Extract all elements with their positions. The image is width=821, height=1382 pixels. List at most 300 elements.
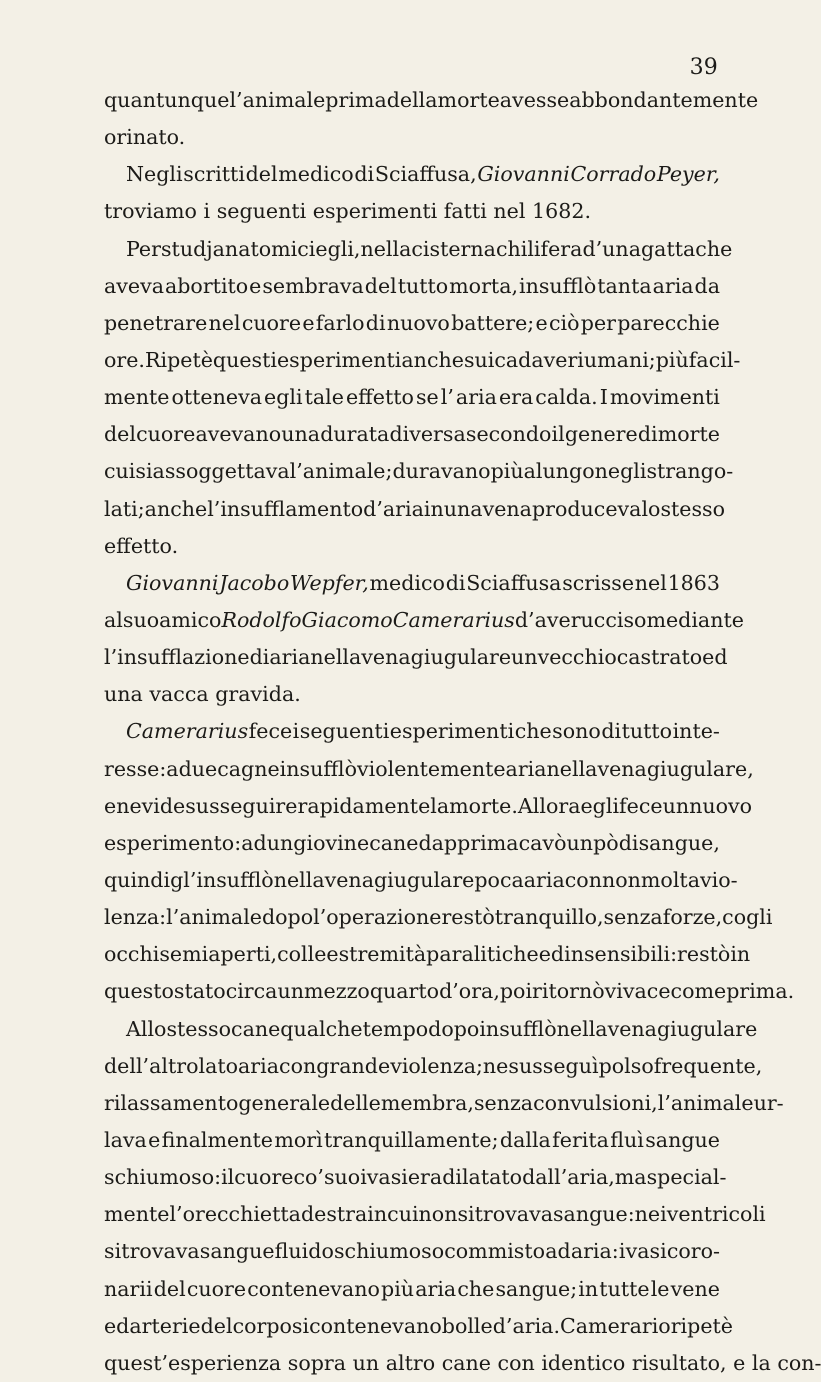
word: tempo bbox=[362, 1016, 429, 1041]
text-line bbox=[104, 453, 734, 490]
text-line bbox=[104, 268, 720, 305]
word: giugulare bbox=[410, 645, 512, 670]
page-number: 39 bbox=[689, 55, 718, 80]
word: sembrava bbox=[262, 273, 364, 298]
word: cogli bbox=[722, 905, 773, 930]
word: si bbox=[457, 1202, 475, 1227]
word: non bbox=[418, 1202, 458, 1227]
word: ventricoli bbox=[666, 1202, 766, 1227]
word: Allora bbox=[517, 793, 581, 818]
word: dopo bbox=[428, 1016, 480, 1041]
word: Corrado bbox=[570, 162, 657, 187]
word: Sciaffusa, bbox=[374, 162, 477, 187]
word: sangue; bbox=[495, 1276, 578, 1301]
word: forze, bbox=[662, 905, 723, 930]
word: e bbox=[535, 310, 548, 335]
word: nuovo bbox=[689, 793, 753, 818]
text-line bbox=[104, 1122, 720, 1159]
word: di bbox=[249, 645, 270, 670]
word: del bbox=[153, 1276, 186, 1301]
word: gravida. bbox=[215, 682, 301, 707]
word: dell’altro bbox=[104, 1053, 199, 1078]
text-line bbox=[104, 1345, 821, 1382]
word: seguenti bbox=[216, 199, 307, 224]
text-line bbox=[104, 676, 720, 713]
text-line bbox=[104, 528, 720, 565]
text-line bbox=[104, 1271, 720, 1308]
word: anche bbox=[144, 496, 208, 521]
word: qualche bbox=[280, 1016, 363, 1041]
word: che bbox=[457, 1276, 495, 1301]
word: corpo bbox=[232, 1313, 292, 1338]
text-line bbox=[104, 713, 720, 750]
word: ad bbox=[545, 1239, 571, 1264]
word: sui bbox=[463, 347, 495, 372]
word: 1863 bbox=[667, 570, 720, 595]
word: studj bbox=[160, 236, 213, 261]
text-line bbox=[104, 788, 753, 825]
word: ed bbox=[538, 942, 565, 967]
word: quarto bbox=[369, 979, 440, 1004]
word: l’insufflamento bbox=[207, 496, 364, 521]
word: animale bbox=[242, 88, 326, 112]
word: duravano bbox=[392, 459, 491, 484]
word: questi bbox=[212, 347, 277, 372]
word: con bbox=[564, 867, 602, 892]
word: nella bbox=[360, 236, 412, 261]
text-line bbox=[104, 82, 759, 119]
word: l’insufflazione bbox=[104, 645, 250, 670]
word: cuore bbox=[186, 1276, 247, 1301]
word: aria: bbox=[570, 1239, 619, 1264]
word: grande bbox=[316, 1053, 391, 1078]
word: aria bbox=[505, 756, 547, 781]
word: un bbox=[566, 830, 594, 855]
word: in bbox=[367, 1202, 388, 1227]
word: vena bbox=[607, 1016, 657, 1041]
word: ucciso bbox=[580, 607, 647, 632]
word: lungo bbox=[535, 459, 595, 484]
word: occhi bbox=[104, 942, 160, 967]
word: ferita bbox=[552, 1127, 609, 1152]
word: vecchio bbox=[537, 645, 617, 670]
word: cui bbox=[387, 1202, 419, 1227]
word: aria bbox=[415, 1276, 457, 1301]
word: cavò bbox=[518, 830, 567, 855]
word: in bbox=[578, 1276, 599, 1301]
word: mezzo bbox=[304, 979, 370, 1004]
word: di bbox=[601, 719, 622, 744]
word: al bbox=[104, 607, 123, 632]
word: tutte bbox=[599, 1276, 650, 1301]
word: battere; bbox=[451, 310, 535, 335]
word: co’ bbox=[293, 1165, 324, 1190]
word: senza bbox=[473, 1090, 534, 1115]
word: e bbox=[733, 1350, 746, 1375]
word: identico bbox=[541, 1350, 626, 1375]
word: ritornò bbox=[532, 979, 605, 1004]
word: che bbox=[514, 719, 552, 744]
word: ne bbox=[116, 793, 142, 818]
text-line bbox=[104, 639, 728, 676]
word: Giovanni bbox=[126, 570, 219, 595]
word: nella bbox=[556, 1016, 608, 1041]
word: ma bbox=[614, 1165, 647, 1190]
word: giovine bbox=[293, 830, 370, 855]
word: a bbox=[166, 756, 179, 781]
word: chilifera bbox=[495, 236, 583, 261]
word: seguenti bbox=[299, 719, 390, 744]
word: un bbox=[266, 830, 294, 855]
word: tutto bbox=[397, 273, 449, 298]
word: vio- bbox=[699, 867, 738, 892]
word: Peyer, bbox=[656, 162, 720, 187]
word: e bbox=[249, 273, 262, 298]
text-line bbox=[104, 119, 720, 156]
word: genere bbox=[564, 422, 638, 447]
word: aria bbox=[652, 273, 694, 298]
word: morte bbox=[657, 422, 720, 447]
word: tranquillo, bbox=[494, 905, 604, 930]
word: : bbox=[159, 905, 167, 930]
word: vivace bbox=[604, 979, 671, 1004]
word: avevano bbox=[195, 422, 282, 447]
word: d’ora, bbox=[439, 979, 500, 1004]
word: aria bbox=[523, 867, 565, 892]
text-line bbox=[104, 491, 726, 528]
word: con bbox=[279, 1053, 317, 1078]
word: ur- bbox=[753, 1090, 784, 1115]
word: otteneva bbox=[171, 385, 262, 410]
text-line bbox=[104, 1233, 720, 1270]
word: secondo bbox=[465, 422, 552, 447]
text-line bbox=[104, 862, 738, 899]
word: d’aver bbox=[514, 607, 581, 632]
word: fluì bbox=[610, 1127, 644, 1152]
word: da bbox=[694, 273, 720, 298]
word: rilassamento bbox=[104, 1090, 239, 1115]
text-line bbox=[104, 565, 720, 602]
word: era bbox=[407, 1165, 443, 1190]
word: abortito bbox=[164, 273, 249, 298]
word: d’ bbox=[492, 1313, 513, 1338]
word: destra bbox=[300, 1202, 368, 1227]
word: farlo bbox=[315, 310, 365, 335]
word: Negli bbox=[126, 162, 183, 187]
word: morta, bbox=[449, 273, 519, 298]
word: cane bbox=[231, 1016, 281, 1041]
word: nuovo bbox=[386, 310, 450, 335]
word: cuore bbox=[234, 1165, 294, 1190]
word: di bbox=[445, 570, 466, 595]
word: l’ bbox=[229, 88, 243, 112]
word: stato bbox=[173, 979, 226, 1004]
word: d’aria bbox=[363, 496, 424, 521]
word: aria. bbox=[512, 1313, 560, 1338]
word: si bbox=[104, 1239, 122, 1264]
word: si bbox=[291, 1313, 310, 1338]
word: vena bbox=[482, 496, 532, 521]
word: i bbox=[292, 719, 300, 744]
word: egli bbox=[580, 793, 620, 818]
word: violenza; bbox=[390, 1053, 483, 1078]
word: di bbox=[365, 310, 386, 335]
word: susseguire bbox=[185, 793, 298, 818]
word: circa bbox=[225, 979, 278, 1004]
word: un bbox=[662, 793, 690, 818]
word: strango- bbox=[646, 459, 734, 484]
text-line bbox=[104, 973, 795, 1010]
word: Giacomo bbox=[301, 607, 393, 632]
word: negli bbox=[594, 459, 647, 484]
word: Allo bbox=[126, 1016, 167, 1041]
word: Camerarius bbox=[392, 607, 515, 632]
word: l’animale; bbox=[289, 459, 393, 484]
word: schiumoso bbox=[104, 1165, 215, 1190]
text-line bbox=[104, 1085, 784, 1122]
word: trovava bbox=[474, 1202, 553, 1227]
word: vasi bbox=[366, 1165, 408, 1190]
word: paralitiche bbox=[426, 942, 539, 967]
word: susseguì bbox=[508, 1053, 599, 1078]
word: un bbox=[277, 979, 304, 1004]
word: d’una bbox=[582, 236, 641, 261]
word: una bbox=[281, 422, 321, 447]
word: castrato bbox=[616, 645, 703, 670]
word: lo bbox=[641, 496, 661, 521]
word: cane bbox=[441, 1350, 491, 1375]
word: fece bbox=[248, 719, 293, 744]
word: abbondantemente bbox=[569, 88, 759, 112]
text-line bbox=[104, 156, 720, 193]
word: del bbox=[245, 162, 278, 187]
word: del bbox=[200, 1313, 233, 1338]
word: tranquillamente; bbox=[324, 1127, 499, 1152]
word: senza bbox=[603, 905, 663, 930]
word: colle bbox=[277, 942, 327, 967]
word: effetto bbox=[345, 385, 414, 410]
word: generale bbox=[238, 1090, 331, 1115]
word: una bbox=[104, 682, 143, 707]
word: egli, bbox=[315, 236, 361, 261]
word: sangue bbox=[199, 1239, 275, 1264]
text-line bbox=[104, 1308, 733, 1345]
word: pò bbox=[593, 830, 619, 855]
word: tale bbox=[304, 385, 344, 410]
text-line bbox=[104, 751, 754, 788]
word: più bbox=[655, 347, 689, 372]
word: se bbox=[415, 385, 439, 410]
word: cane bbox=[369, 830, 419, 855]
word: giugulare bbox=[656, 1016, 758, 1041]
word: restò bbox=[441, 905, 495, 930]
word: egli bbox=[264, 385, 303, 410]
word: che bbox=[695, 236, 733, 261]
text-line bbox=[104, 342, 741, 379]
word: avesse bbox=[499, 88, 570, 112]
word: lava bbox=[104, 1127, 147, 1152]
text-line bbox=[104, 1196, 766, 1233]
word: e bbox=[104, 793, 117, 818]
word: polso bbox=[598, 1053, 654, 1078]
word: anatomici bbox=[212, 236, 316, 261]
word: amico bbox=[159, 607, 222, 632]
word: aveva bbox=[104, 273, 165, 298]
word: violentemente bbox=[356, 756, 506, 781]
word: umani; bbox=[583, 347, 656, 372]
word: inte- bbox=[672, 719, 720, 744]
text-line bbox=[104, 899, 773, 936]
word: movimenti bbox=[609, 385, 720, 410]
word: calda. bbox=[535, 385, 598, 410]
text-line bbox=[104, 193, 720, 230]
word: : bbox=[214, 1165, 222, 1190]
word: del bbox=[104, 422, 136, 447]
word: risultato, bbox=[631, 1350, 727, 1375]
word: esperimenti bbox=[312, 199, 438, 224]
word: del bbox=[364, 273, 397, 298]
word: questo bbox=[104, 979, 174, 1004]
word: nella bbox=[310, 645, 362, 670]
word: Rodolfo bbox=[221, 607, 302, 632]
word: ripetè bbox=[670, 1313, 733, 1338]
word: fatti bbox=[443, 199, 487, 224]
word: medico bbox=[278, 162, 354, 187]
word: insufflò bbox=[518, 273, 597, 298]
word: sangue, bbox=[638, 830, 720, 855]
word: ciò bbox=[548, 310, 580, 335]
word: finalmente bbox=[161, 1127, 273, 1152]
word: troviamo bbox=[104, 199, 197, 224]
word: l’orecchietta bbox=[169, 1202, 301, 1227]
word: prima bbox=[325, 88, 387, 112]
word: di bbox=[354, 162, 375, 187]
word: produceva bbox=[531, 496, 642, 521]
word: cadaveri bbox=[494, 347, 584, 372]
word: bolle bbox=[441, 1313, 493, 1338]
word: semiaperti, bbox=[159, 942, 278, 967]
word: sono bbox=[552, 719, 601, 744]
word: lenza bbox=[104, 905, 160, 930]
word: aria bbox=[269, 645, 311, 670]
word: con bbox=[497, 1350, 535, 1375]
word: due bbox=[178, 756, 218, 781]
word: il bbox=[221, 1165, 235, 1190]
word: Sciaffusa bbox=[466, 570, 562, 595]
word: vacca bbox=[149, 682, 209, 707]
word: : bbox=[670, 942, 678, 967]
word: più bbox=[381, 1276, 415, 1301]
word: Wepfer, bbox=[290, 570, 369, 595]
word: anche bbox=[401, 347, 464, 372]
word: più bbox=[490, 459, 524, 484]
word: schiumoso bbox=[333, 1239, 445, 1264]
word: dopo bbox=[261, 905, 314, 930]
word: morì bbox=[274, 1127, 323, 1152]
word: giugulare, bbox=[646, 756, 754, 781]
word: per bbox=[580, 310, 616, 335]
text-line bbox=[104, 305, 720, 342]
word: cisterna bbox=[411, 236, 496, 261]
word: l’animale bbox=[657, 1090, 754, 1115]
word: convulsioni, bbox=[533, 1090, 658, 1115]
word: ore. bbox=[104, 347, 145, 372]
word: rapidamente bbox=[297, 793, 431, 818]
word: e bbox=[302, 310, 315, 335]
word: dall’aria, bbox=[522, 1165, 615, 1190]
word: medico bbox=[369, 570, 445, 595]
word: Per bbox=[126, 236, 161, 261]
word: morte. bbox=[449, 793, 518, 818]
word: diversa bbox=[389, 422, 466, 447]
word: un bbox=[511, 645, 538, 670]
word: aria bbox=[238, 1053, 280, 1078]
word: molta bbox=[640, 867, 700, 892]
word: assoggettava bbox=[152, 459, 290, 484]
word: l’ bbox=[440, 385, 454, 410]
word: dalla bbox=[499, 1127, 551, 1152]
word: della bbox=[386, 88, 438, 112]
word: non bbox=[601, 867, 641, 892]
word: scrisse bbox=[562, 570, 635, 595]
word: nel bbox=[493, 199, 526, 224]
text-line bbox=[104, 231, 733, 268]
word: ne bbox=[482, 1053, 509, 1078]
text-line bbox=[104, 936, 751, 973]
word: quindi bbox=[104, 867, 171, 892]
word: in bbox=[730, 942, 751, 967]
word: insufflò bbox=[479, 1016, 557, 1041]
word: giugulare bbox=[373, 867, 475, 892]
word: frequente, bbox=[653, 1053, 763, 1078]
word: esperimenti bbox=[389, 719, 515, 744]
word: Giovanni bbox=[477, 162, 570, 187]
word: parecchie bbox=[617, 310, 720, 335]
text-line bbox=[104, 379, 720, 416]
word: l’animale bbox=[166, 905, 262, 930]
word: come bbox=[670, 979, 727, 1004]
word: e bbox=[148, 1127, 161, 1152]
word: stesso bbox=[660, 496, 726, 521]
word: cagne bbox=[217, 756, 280, 781]
text-line bbox=[104, 825, 720, 862]
word: cuore bbox=[136, 422, 196, 447]
word: commisto bbox=[444, 1239, 546, 1264]
word: poi bbox=[499, 979, 533, 1004]
word: di bbox=[637, 422, 658, 447]
word: esperimenti bbox=[277, 347, 402, 372]
word: Ripetè bbox=[144, 347, 213, 372]
word: vide bbox=[141, 793, 186, 818]
text-line bbox=[104, 602, 744, 639]
word: dilatato bbox=[442, 1165, 523, 1190]
word: l’operazione bbox=[313, 905, 442, 930]
word: mediante bbox=[646, 607, 744, 632]
word: Jacobo bbox=[219, 570, 290, 595]
word: mente bbox=[104, 385, 170, 410]
word: arterie bbox=[129, 1313, 201, 1338]
word: effetto. bbox=[104, 533, 179, 558]
word: nella bbox=[273, 867, 325, 892]
word: nel bbox=[208, 310, 241, 335]
word: poca bbox=[474, 867, 524, 892]
word: nel bbox=[634, 570, 667, 595]
word: mente bbox=[104, 1202, 170, 1227]
word: i bbox=[203, 199, 211, 224]
word: suo bbox=[122, 607, 160, 632]
word: insensibili bbox=[564, 942, 671, 967]
word: nei bbox=[634, 1202, 667, 1227]
